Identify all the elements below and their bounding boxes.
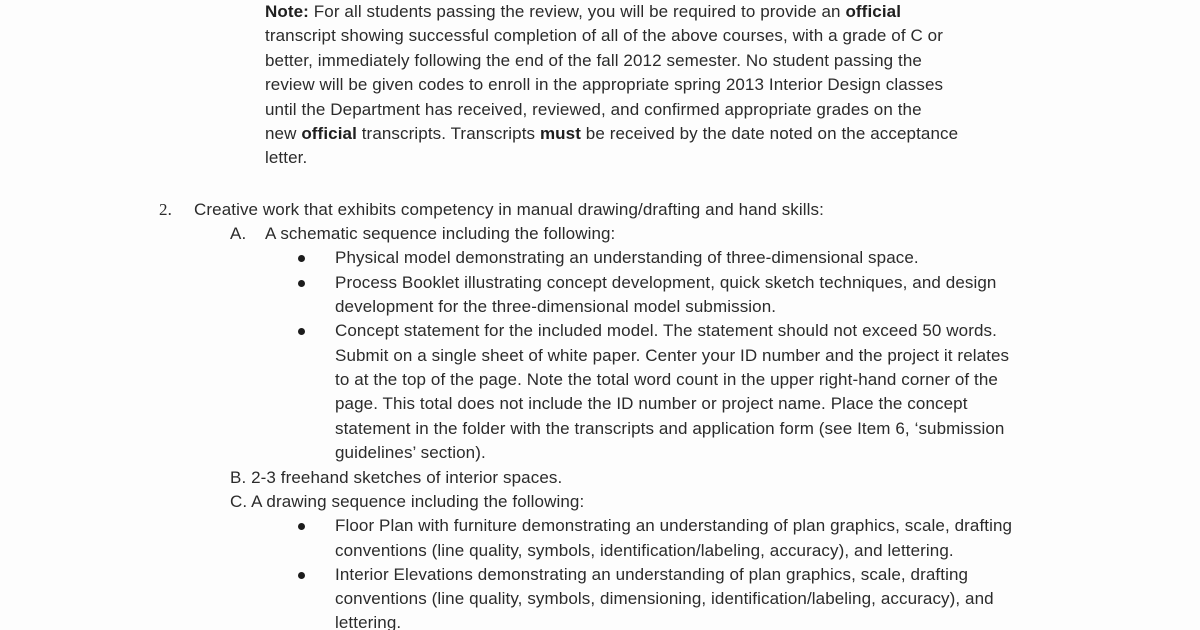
note-text: letter. [265, 148, 308, 168]
note-text: until the Department has received, reviewed, and confirmed appropriate grades on the [265, 99, 922, 119]
note-text: review will be given codes to enroll in the appropriate spring 2013 Interior Design classes [265, 75, 944, 95]
note-text: be received by the date noted on the acceptance [580, 124, 959, 144]
item-2-heading: Creative work that exhibits competency in manual drawing/drafting and hand skills: [194, 200, 824, 219]
note-line [265, 146, 1025, 170]
bullet-text: Interior Elevations demonstrating an understanding of plan graphics, scale, drafting [335, 565, 969, 584]
section-a-heading: A schematic sequence including the following: [265, 224, 616, 243]
section-c-heading: C. A drawing sequence including the following: [230, 492, 585, 511]
bullet-text: conventions (line quality, symbols, identification/labeling, accuracy), and lettering. [335, 541, 954, 560]
note-text: new [265, 124, 302, 144]
bullet-text: Floor Plan with furniture demonstrating an understanding of plan graphics, scale, drafting [335, 516, 1013, 535]
note-line [265, 73, 1025, 97]
bullet-icon [298, 280, 305, 287]
note-paragraph [265, 0, 1025, 171]
bullet-text: lettering. [335, 613, 402, 630]
bullet-icon [298, 255, 305, 262]
note-label: Note: [265, 2, 309, 21]
emphasis-official: official [301, 124, 357, 144]
bullet-text: guidelines’ section). [335, 443, 486, 462]
note-line [265, 98, 1025, 122]
bullet-text: Concept statement for the included model. The statement should not exceed 50 words. [335, 321, 997, 340]
emphasis-must: must [539, 124, 581, 144]
note-text: better, immediately following the end of the fall 2012 semester. No student passing the [265, 50, 922, 70]
note-line [265, 122, 1025, 146]
bullet-text: conventions (line quality, symbols, dimensioning, identification/labeling, accuracy), and [335, 589, 994, 608]
bullet-icon [298, 572, 305, 579]
bullet-icon [298, 328, 305, 335]
note-text: For all students passing the review, you will be required to provide an [308, 2, 846, 21]
item-number: 2. [159, 200, 172, 219]
section-a-label: A. [230, 224, 247, 243]
bullet-icon [298, 523, 305, 530]
bullet-text: Process Booklet illustrating concept development, quick sketch techniques, and design [335, 273, 997, 292]
bullet-text: to at the top of the page. Note the total word count in the upper right-hand corner of the [335, 370, 998, 389]
bullet-text: page. This total does not include the ID number or project name. Place the concept [335, 394, 968, 413]
note-line [265, 24, 1025, 48]
bullet-text: development for the three-dimensional model submission. [335, 297, 777, 316]
note-line [265, 0, 1025, 24]
bullet-text: statement in the folder with the transcripts and application form (see Item 6, ‘submission [335, 419, 1005, 438]
bullet-text: Physical model demonstrating an understanding of three-dimensional space. [335, 248, 919, 267]
emphasis-official: official [845, 2, 902, 21]
note-line [265, 49, 1025, 73]
note-text: transcripts. Transcripts [356, 124, 540, 144]
bullet-text: Submit on a single sheet of white paper. Center your ID number and the project it relates [335, 346, 1010, 365]
section-b-heading: B. 2-3 freehand sketches of interior spaces. [230, 468, 563, 487]
note-text: transcript showing successful completion of all of the above courses, with a grade of C or [265, 26, 944, 46]
